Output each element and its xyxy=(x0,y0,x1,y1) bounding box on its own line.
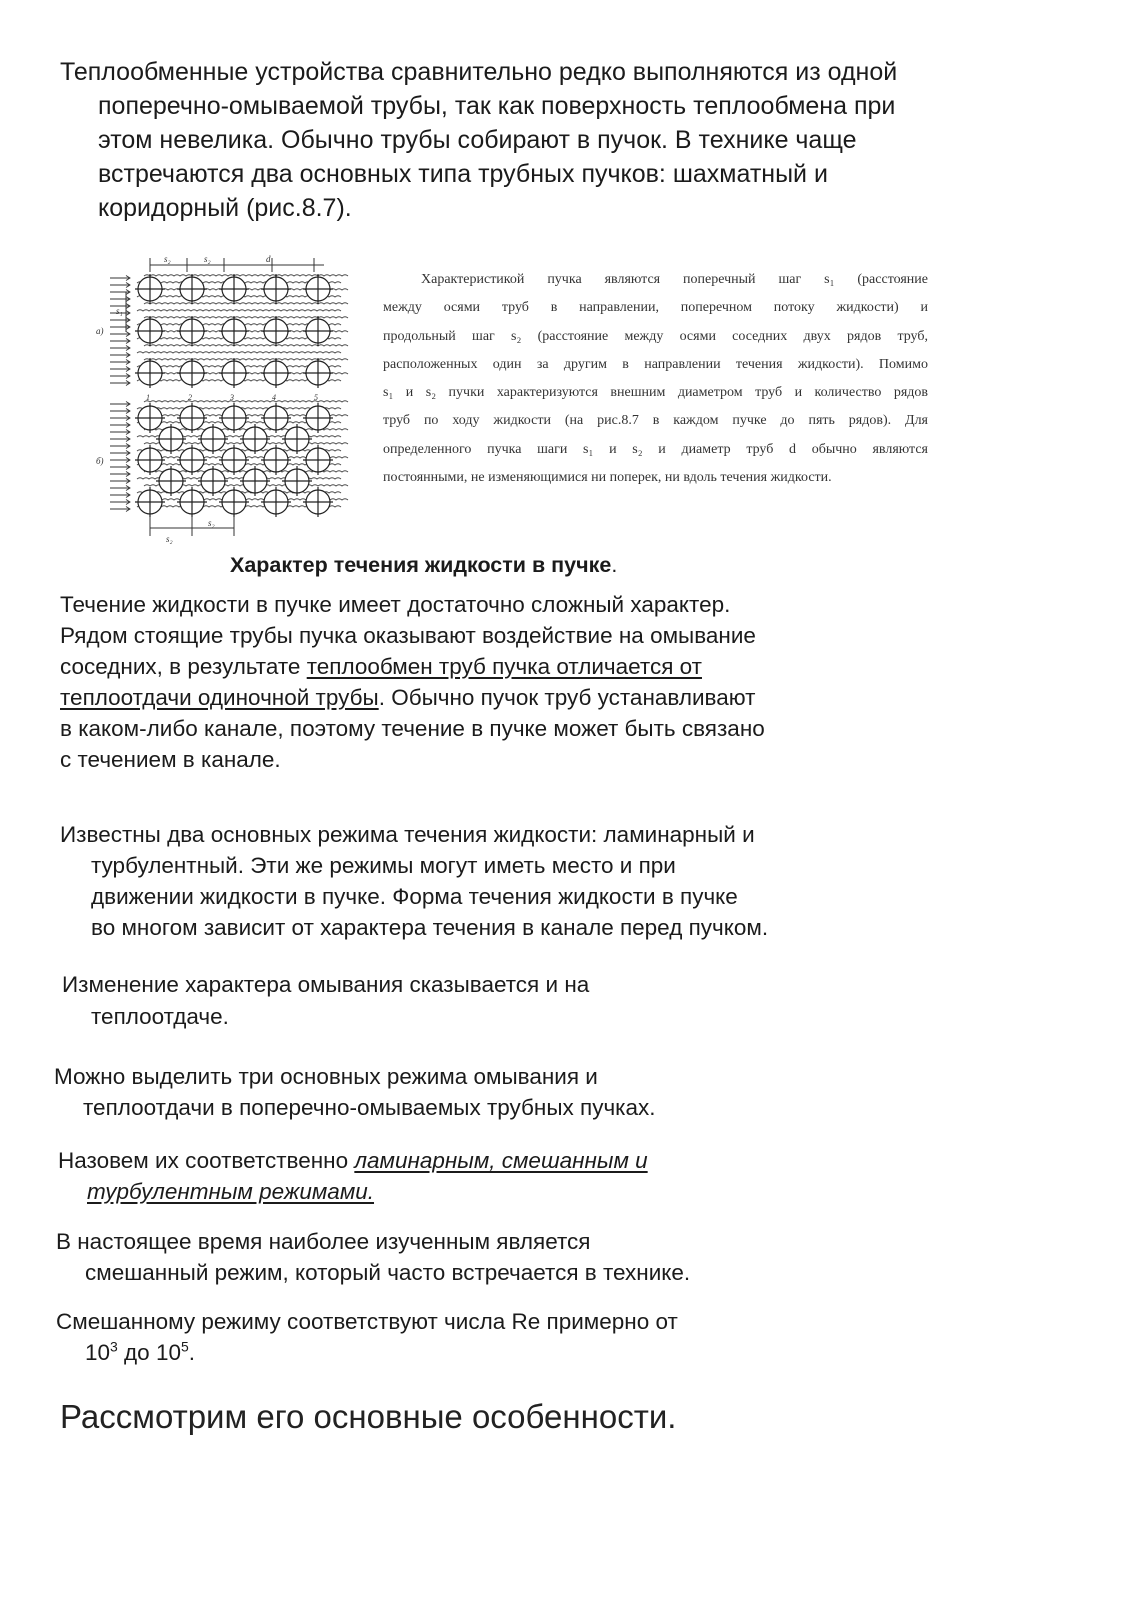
p2-line-1: Известны два основных режима течения жидкости: ламинарный и xyxy=(60,822,755,847)
side-line-5: s₁ и s₂ пучки характеризуются внешним диаметром труб и количество рядов xyxy=(383,385,928,401)
inflow-arrow-icon xyxy=(110,423,130,428)
p1-line-6: с течением в канале. xyxy=(60,747,281,772)
fig-col-num-2: 2 xyxy=(188,393,192,402)
p7-base-2: 10 xyxy=(155,1340,181,1365)
tube-icon xyxy=(177,358,207,388)
p6-line-2: смешанный режим, который часто встречается в технике. xyxy=(85,1260,691,1285)
intro-line-2: поперечно-омываемой трубы, так как поверхность теплообмена при xyxy=(98,92,896,120)
p3-line-1: Изменение характера омывания сказывается и на xyxy=(62,972,590,997)
section-heading-dot: . xyxy=(611,553,618,577)
flow-wave xyxy=(137,310,341,311)
inflow-arrow-icon xyxy=(110,346,130,351)
inflow-arrow-icon xyxy=(110,444,130,449)
fig-col-num-5: 5 xyxy=(314,393,318,402)
inflow-arrow-icon xyxy=(110,325,130,330)
side-line-7: определенного пучка шаги s₁ и s₂ и диаметр труб d обычно являются xyxy=(383,441,928,457)
tube-icon xyxy=(261,316,291,346)
side-line-8: постоянными, не изменяющимися ни поперек, ни вдоль течения жидкости. xyxy=(383,470,832,486)
fig-label-a: а) xyxy=(96,326,104,336)
p5-plain: Назовем их соответственно xyxy=(58,1148,355,1173)
inflow-arrow-icon xyxy=(110,458,130,463)
p7-mid: до xyxy=(117,1340,156,1365)
inflow-arrow-icon xyxy=(110,437,130,442)
p1-line-4-plain: . Обычно пучок труб устанавливают xyxy=(378,685,756,710)
inflow-arrow-icon xyxy=(110,465,130,470)
inflow-arrow-icon xyxy=(110,402,130,407)
inflow-arrow-icon xyxy=(110,332,130,337)
p2-line-3: движении жидкости в пучке. Форма течения жидкости в пучке xyxy=(91,884,738,909)
tube-icon xyxy=(135,274,165,304)
inflow-arrow-icon xyxy=(110,493,130,498)
fig-col-num-3: 3 xyxy=(230,393,234,402)
p1-line-3 xyxy=(60,654,702,680)
inflow-arrow-icon xyxy=(110,472,130,477)
p7-base-1: 10 xyxy=(85,1340,111,1365)
side-line-3: продольный шаг s₂ (расстояние между осями соседних двух рядов труб, xyxy=(383,328,928,344)
inflow-arrow-icon xyxy=(110,507,130,512)
p2-line-4: во многом зависит от характера течения в канале перед пучком. xyxy=(91,915,769,940)
section-heading-text: Характер течения жидкости в пучке xyxy=(230,553,612,577)
tube-icon xyxy=(303,358,333,388)
tube-icon xyxy=(135,358,165,388)
inflow-arrow-icon xyxy=(110,416,130,421)
p1-line-5: в каком-либо канале, поэтому течение в пучке может быть связано xyxy=(60,716,765,741)
tube-icon xyxy=(261,358,291,388)
inflow-arrow-icon xyxy=(110,500,130,505)
inflow-arrow-icon xyxy=(110,360,130,365)
inflow-arrow-icon xyxy=(110,486,130,491)
p2-line-2: турбулентный. Эти же режимы могут иметь место и при xyxy=(91,853,676,878)
tube-icon xyxy=(135,316,165,346)
p5-line-1 xyxy=(58,1148,648,1174)
p1-line-2: Рядом стоящие трубы пучка оказывают воздействие на омывание xyxy=(60,623,756,648)
p1-line-3-underlined: теплообмен труб пучка отличается от xyxy=(306,654,702,679)
p5-emph-1: ламинарным, смешанным и xyxy=(354,1148,648,1173)
p1-line-4 xyxy=(60,685,755,711)
tube-icon xyxy=(177,274,207,304)
inflow-arrow-icon xyxy=(110,318,130,323)
p4-line-2: теплоотдачи в поперечно-омываемых трубных пучках. xyxy=(83,1095,656,1120)
p7-exp-2: 5 xyxy=(180,1338,189,1355)
figure-caption-text xyxy=(383,266,928,492)
inflow-arrow-icon xyxy=(110,479,130,484)
p1-line-4-underlined: теплоотдачи одиночной трубы xyxy=(60,685,379,710)
flow-wave xyxy=(137,352,341,353)
fig-top-label-2: s₂ xyxy=(204,254,211,264)
side-line-4: расположенных один за другим в направлении течения жидкости). Помимо xyxy=(383,356,928,372)
fig-label-b: б) xyxy=(96,456,104,466)
inflow-arrow-icon xyxy=(110,283,130,288)
inflow-arrow-icon xyxy=(110,409,130,414)
fig-col-num-1: 1 xyxy=(146,393,150,402)
inflow-arrow-icon xyxy=(110,451,130,456)
inflow-arrow-icon xyxy=(110,374,130,379)
intro-line-1: Теплообменные устройства сравнительно редко выполняются из одной xyxy=(60,58,898,86)
p1-line-1: Течение жидкости в пучке имеет достаточно сложный характер. xyxy=(60,592,731,617)
intro-line-3: этом невелика. Обычно трубы собирают в пучок. В технике чаще xyxy=(98,126,857,154)
tube-icon xyxy=(303,274,333,304)
fig-bottom-label-1: s₂ xyxy=(166,534,173,544)
inflow-arrow-icon xyxy=(110,381,130,386)
inflow-arrow-icon xyxy=(110,353,130,358)
p7-exp-1: 3 xyxy=(110,1338,118,1355)
fig-side-label-s1: s₁ xyxy=(116,306,123,316)
inflow-arrow-icon xyxy=(110,367,130,372)
tube-icon xyxy=(261,274,291,304)
inflow-arrow-icon xyxy=(110,297,130,302)
inflow-arrow-icon xyxy=(110,430,130,435)
p4-line-1: Можно выделить три основных режима омывания и xyxy=(54,1064,598,1089)
tube-icon xyxy=(219,316,249,346)
section-heading xyxy=(230,553,617,578)
closing-statement: Рассмотрим его основные особенности. xyxy=(60,1398,677,1435)
tube-icon xyxy=(177,316,207,346)
p7-end: . xyxy=(188,1340,196,1365)
intro-line-5: коридорный (рис.8.7). xyxy=(98,194,352,222)
inflow-arrow-icon xyxy=(110,276,130,281)
p6-line-1: В настоящее время наиболее изученным является xyxy=(56,1229,591,1254)
tube-icon xyxy=(219,274,249,304)
p5-line-2: турбулентным режимами. xyxy=(87,1179,375,1204)
fig-top-label-1: s₂ xyxy=(164,254,171,264)
side-line-2: между осями труб в направлении, поперечном потоку жидкости) и xyxy=(383,300,928,316)
fig-bottom-label-2: s₂ xyxy=(208,518,215,528)
inflow-arrow-icon xyxy=(110,339,130,344)
p7-line-1: Смешанному режиму соответствуют числа Re примерно от xyxy=(56,1309,678,1334)
p7-line-2 xyxy=(85,1340,195,1366)
tube-bundle-figure xyxy=(96,252,350,544)
fig-top-label-d: d xyxy=(266,254,271,264)
side-line-6: труб по ходу жидкости (на рис.8.7 в каждом пучке до пять рядов). Для xyxy=(383,413,928,429)
p3-line-2: теплоотдаче. xyxy=(91,1004,229,1029)
p1-line-3-plain: соседних, в результате xyxy=(60,654,307,679)
tube-icon xyxy=(219,358,249,388)
side-line-1: Характеристикой пучка являются поперечный шаг s₁ (расстояние xyxy=(421,272,928,287)
inflow-arrow-icon xyxy=(110,290,130,295)
fig-col-num-4: 4 xyxy=(272,393,276,402)
intro-line-4: встречаются два основных типа трубных пучков: шахматный и xyxy=(98,160,828,188)
tube-icon xyxy=(303,316,333,346)
